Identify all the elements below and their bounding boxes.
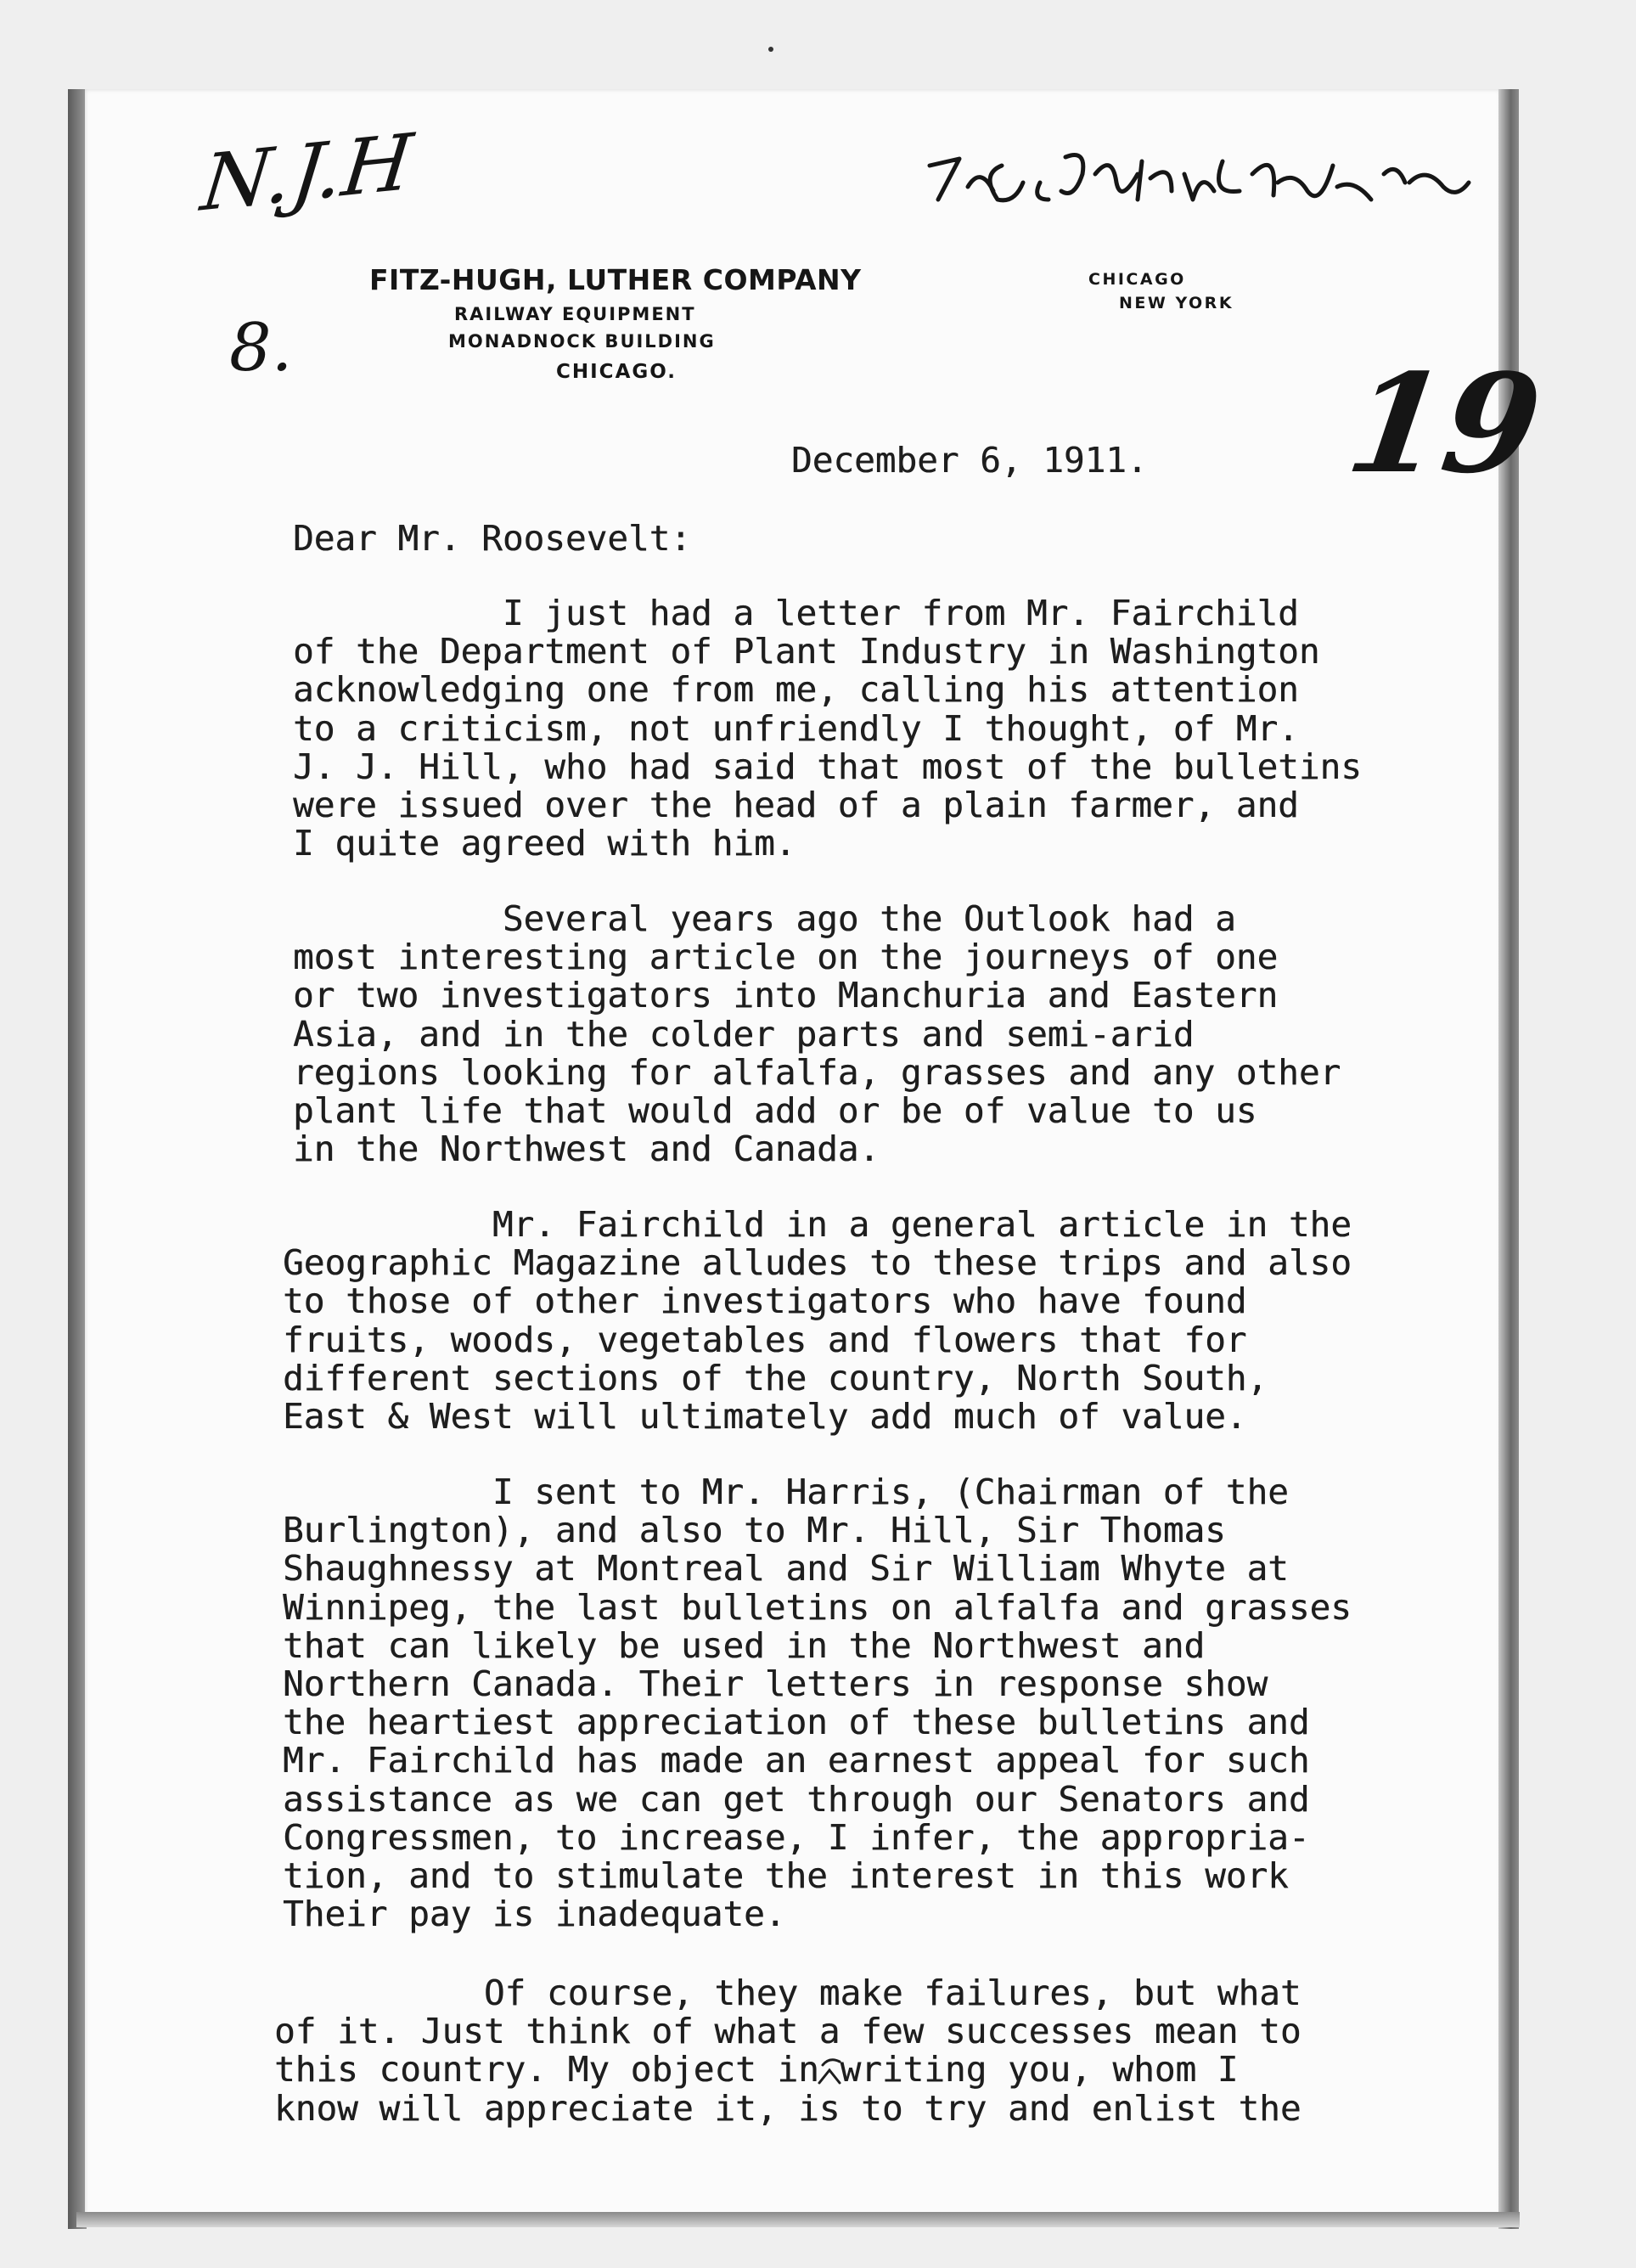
letter-paragraph: Mr. Fairchild in a general article in the Geographic Magazine alludes to these trips and also to those of other investigators who have found fruits, woods, vegetables and flowers that for different sections of the country, North South, East & West will ultimately add much of value. [283, 1204, 1352, 1438]
letterhead-building: MONADNOCK BUILDING [448, 331, 716, 352]
letter-paragraph: Several years ago the Outlook had a most interesting article on the journeys of one or two investigators into Manchuria and Eastern Asia, and in the colder parts and semi-arid regions looking for alfalfa, grasses and any other plant life that would add or be of value to us in the Northwest and Canada. [293, 898, 1341, 1170]
letter-date: December 6, 1911. [791, 440, 1148, 481]
dust-speck [768, 47, 773, 52]
letter-paragraph: Of course, they make failures, but what of it. Just think of what a few successes mean to this country. My object in writing you, whom I know will appreciate it, is to try and enlist the [274, 1973, 1301, 2129]
letterhead-city: CHICAGO. [556, 361, 677, 383]
handwritten-insertion-caret [811, 2053, 853, 2087]
letterhead-office-new-york: NEW YORK [1119, 294, 1234, 312]
handwritten-signature-scrawl [921, 140, 1490, 217]
letterhead-company: FITZ-HUGH, LUTHER COMPANY [369, 263, 862, 296]
letter-salutation: Dear Mr. Roosevelt: [293, 518, 691, 559]
letterhead-office-chicago: CHICAGO [1088, 270, 1186, 289]
handwritten-number: 8. [229, 310, 293, 386]
letterhead-tagline: RAILWAY EQUIPMENT [454, 304, 696, 324]
letter-paragraph: I just had a letter from Mr. Fairchild of the Department of Plant Industry in Washington acknowledging one from me, calling his attention to a criticism, not unfriendly I thought, of Mr. J. J. Hill, who had said that most of the bulletins were issued over the head of a plain farmer, and I quite agreed with him. [293, 593, 1362, 864]
handwritten-initials: N.J.H [197, 116, 417, 229]
frame-shadow-left [68, 89, 87, 2229]
letter-paragraph: I sent to Mr. Harris, (Chairman of the Burlington), and also to Mr. Hill, Sir Thomas Shaughnessy at Montreal and Sir William Whyte at Winnipeg, the last bulletins on alfalfa and grasses that can likely be used in the Northwest and Northern Canada. Their letters in response show the heartiest appreciation of these bulletins and Mr. Fairchild has made an earnest appeal for such assistance as we can get through our Senators and Congressmen, to increase, I infer, the appropria- tion, and to stimulate the interest in this work Their pay is inadequate. [283, 1472, 1352, 1935]
handwritten-page-number: 19 [1338, 344, 1550, 504]
frame-shadow-bottom [76, 2212, 1520, 2227]
